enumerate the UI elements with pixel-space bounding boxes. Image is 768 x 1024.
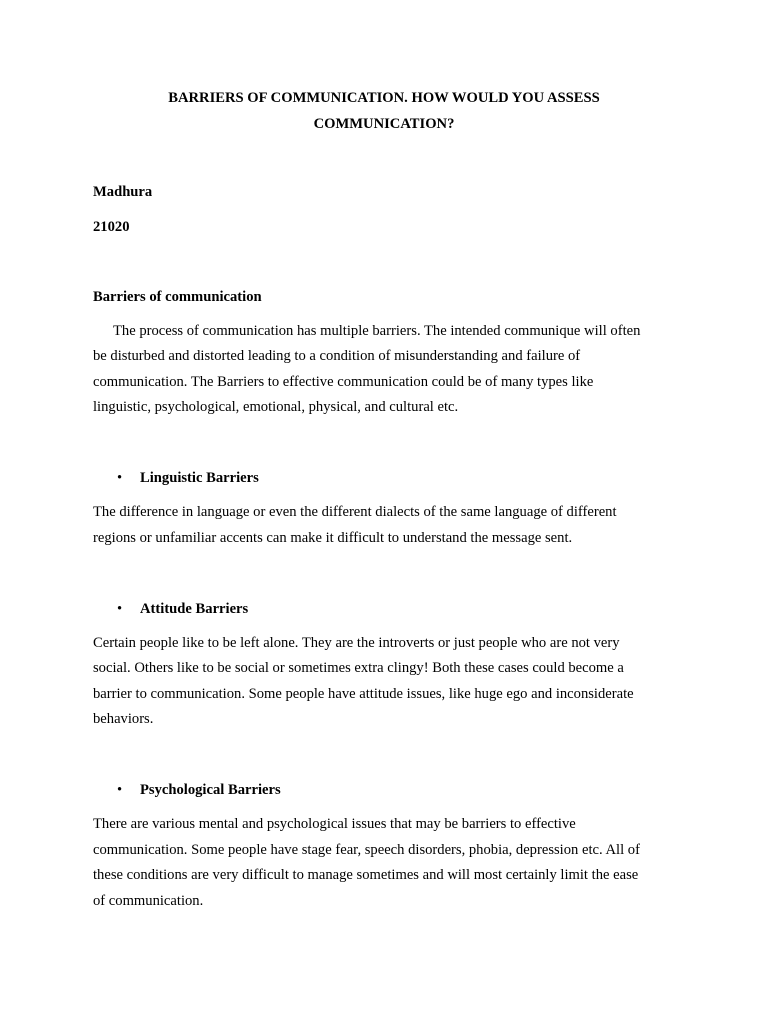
author-id: 21020 bbox=[93, 219, 130, 235]
barrier-paragraph-line: behaviors. bbox=[93, 711, 154, 727]
document-title-line-2: COMMUNICATION? bbox=[313, 116, 455, 132]
bullet-icon: • bbox=[117, 782, 123, 798]
intro-paragraph-line: be disturbed and distorted leading to a condition of misunderstanding and failure of bbox=[93, 348, 581, 364]
barrier-paragraph-line: The difference in language or even the different dialects of the same language of different bbox=[93, 504, 617, 520]
barrier-paragraph-line: these conditions are very difficult to manage sometimes and will most certainly limit the ease bbox=[93, 867, 639, 883]
bullet-icon: • bbox=[117, 601, 123, 617]
author-name: Madhura bbox=[93, 184, 153, 200]
barrier-heading-psychological bbox=[117, 780, 281, 800]
barrier-heading-text: Psychological Barriers bbox=[140, 782, 281, 798]
barrier-paragraph-line: social. Others like to be social or sometimes extra clingy! Both these cases could become a bbox=[93, 660, 624, 676]
document-title-line-1: BARRIERS OF COMMUNICATION. HOW WOULD YOU ASSESS bbox=[168, 90, 600, 106]
barrier-paragraph-line: communication. Some people have stage fear, speech disorders, phobia, depression etc. All of bbox=[93, 842, 640, 858]
barrier-heading-text: Attitude Barriers bbox=[140, 601, 249, 617]
intro-paragraph-line: The process of communication has multiple barriers. The intended communique will often bbox=[113, 323, 641, 339]
bullet-icon: • bbox=[117, 470, 123, 486]
barrier-paragraph-line: regions or unfamiliar accents can make it difficult to understand the message sent. bbox=[93, 530, 573, 546]
barrier-heading-text: Linguistic Barriers bbox=[140, 470, 259, 486]
intro-paragraph-line: communication. The Barriers to effective communication could be of many types like bbox=[93, 374, 594, 390]
barrier-paragraph-line: of communication. bbox=[93, 893, 204, 909]
barrier-paragraph-line: There are various mental and psychological issues that may be barriers to effective bbox=[93, 816, 576, 832]
barrier-heading-linguistic bbox=[117, 468, 259, 488]
barrier-heading-attitude bbox=[117, 599, 248, 619]
section-heading: Barriers of communication bbox=[93, 289, 262, 305]
intro-paragraph-line: linguistic, psychological, emotional, physical, and cultural etc. bbox=[93, 399, 459, 415]
barrier-paragraph-line: Certain people like to be left alone. They are the introverts or just people who are not very bbox=[93, 635, 620, 651]
barrier-paragraph-line: barrier to communication. Some people have attitude issues, like huge ego and inconsiderate bbox=[93, 686, 634, 702]
